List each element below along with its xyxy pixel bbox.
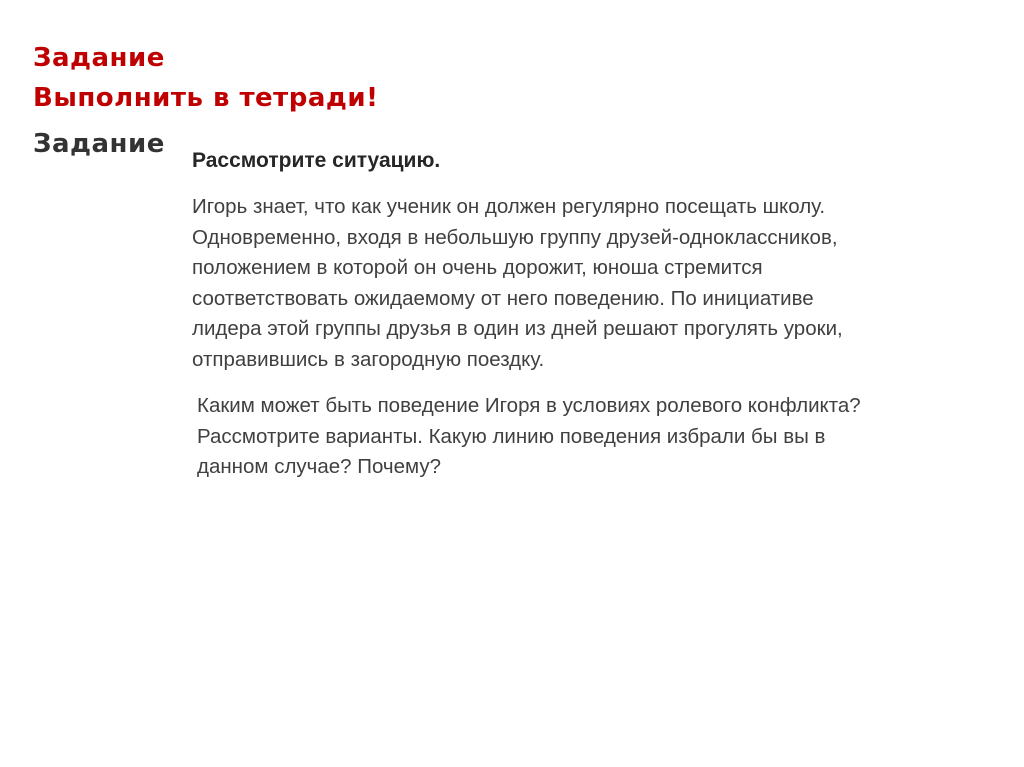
paragraph-line: лидера этой группы друзья в один из дней решают прогулять уроки, [192, 317, 843, 340]
paragraph-line: Одновременно, входя в небольшую группу друзей-одноклассников, [192, 225, 838, 249]
paragraph-line: положением в которой он очень дорожит, юноша стремится [192, 256, 763, 279]
section-title: Задание [33, 129, 165, 159]
situation-paragraph [192, 192, 992, 375]
question-line: Рассмотрите варианты. Какую линию поведения избрали бы вы в [197, 424, 826, 448]
assignment-instruction: Выполнить в тетради! [33, 83, 379, 113]
paragraph-line: Игорь знает, что как ученик он должен регулярно посещать школу. [192, 195, 826, 218]
paragraph-line: соответствовать ожидаемому от него поведению. По инициативе [192, 286, 814, 310]
question-line: данном случае? Почему? [197, 455, 441, 478]
paragraph-line: отправившись в загородную поездку. [192, 347, 545, 371]
task-subheading: Рассмотрите ситуацию. [192, 149, 441, 172]
task-content [192, 146, 992, 375]
question-line: Каким может быть поведение Игоря в условиях ролевого конфликта? [197, 394, 861, 417]
questions-block [197, 391, 997, 483]
assignment-title: Задание [33, 43, 165, 73]
